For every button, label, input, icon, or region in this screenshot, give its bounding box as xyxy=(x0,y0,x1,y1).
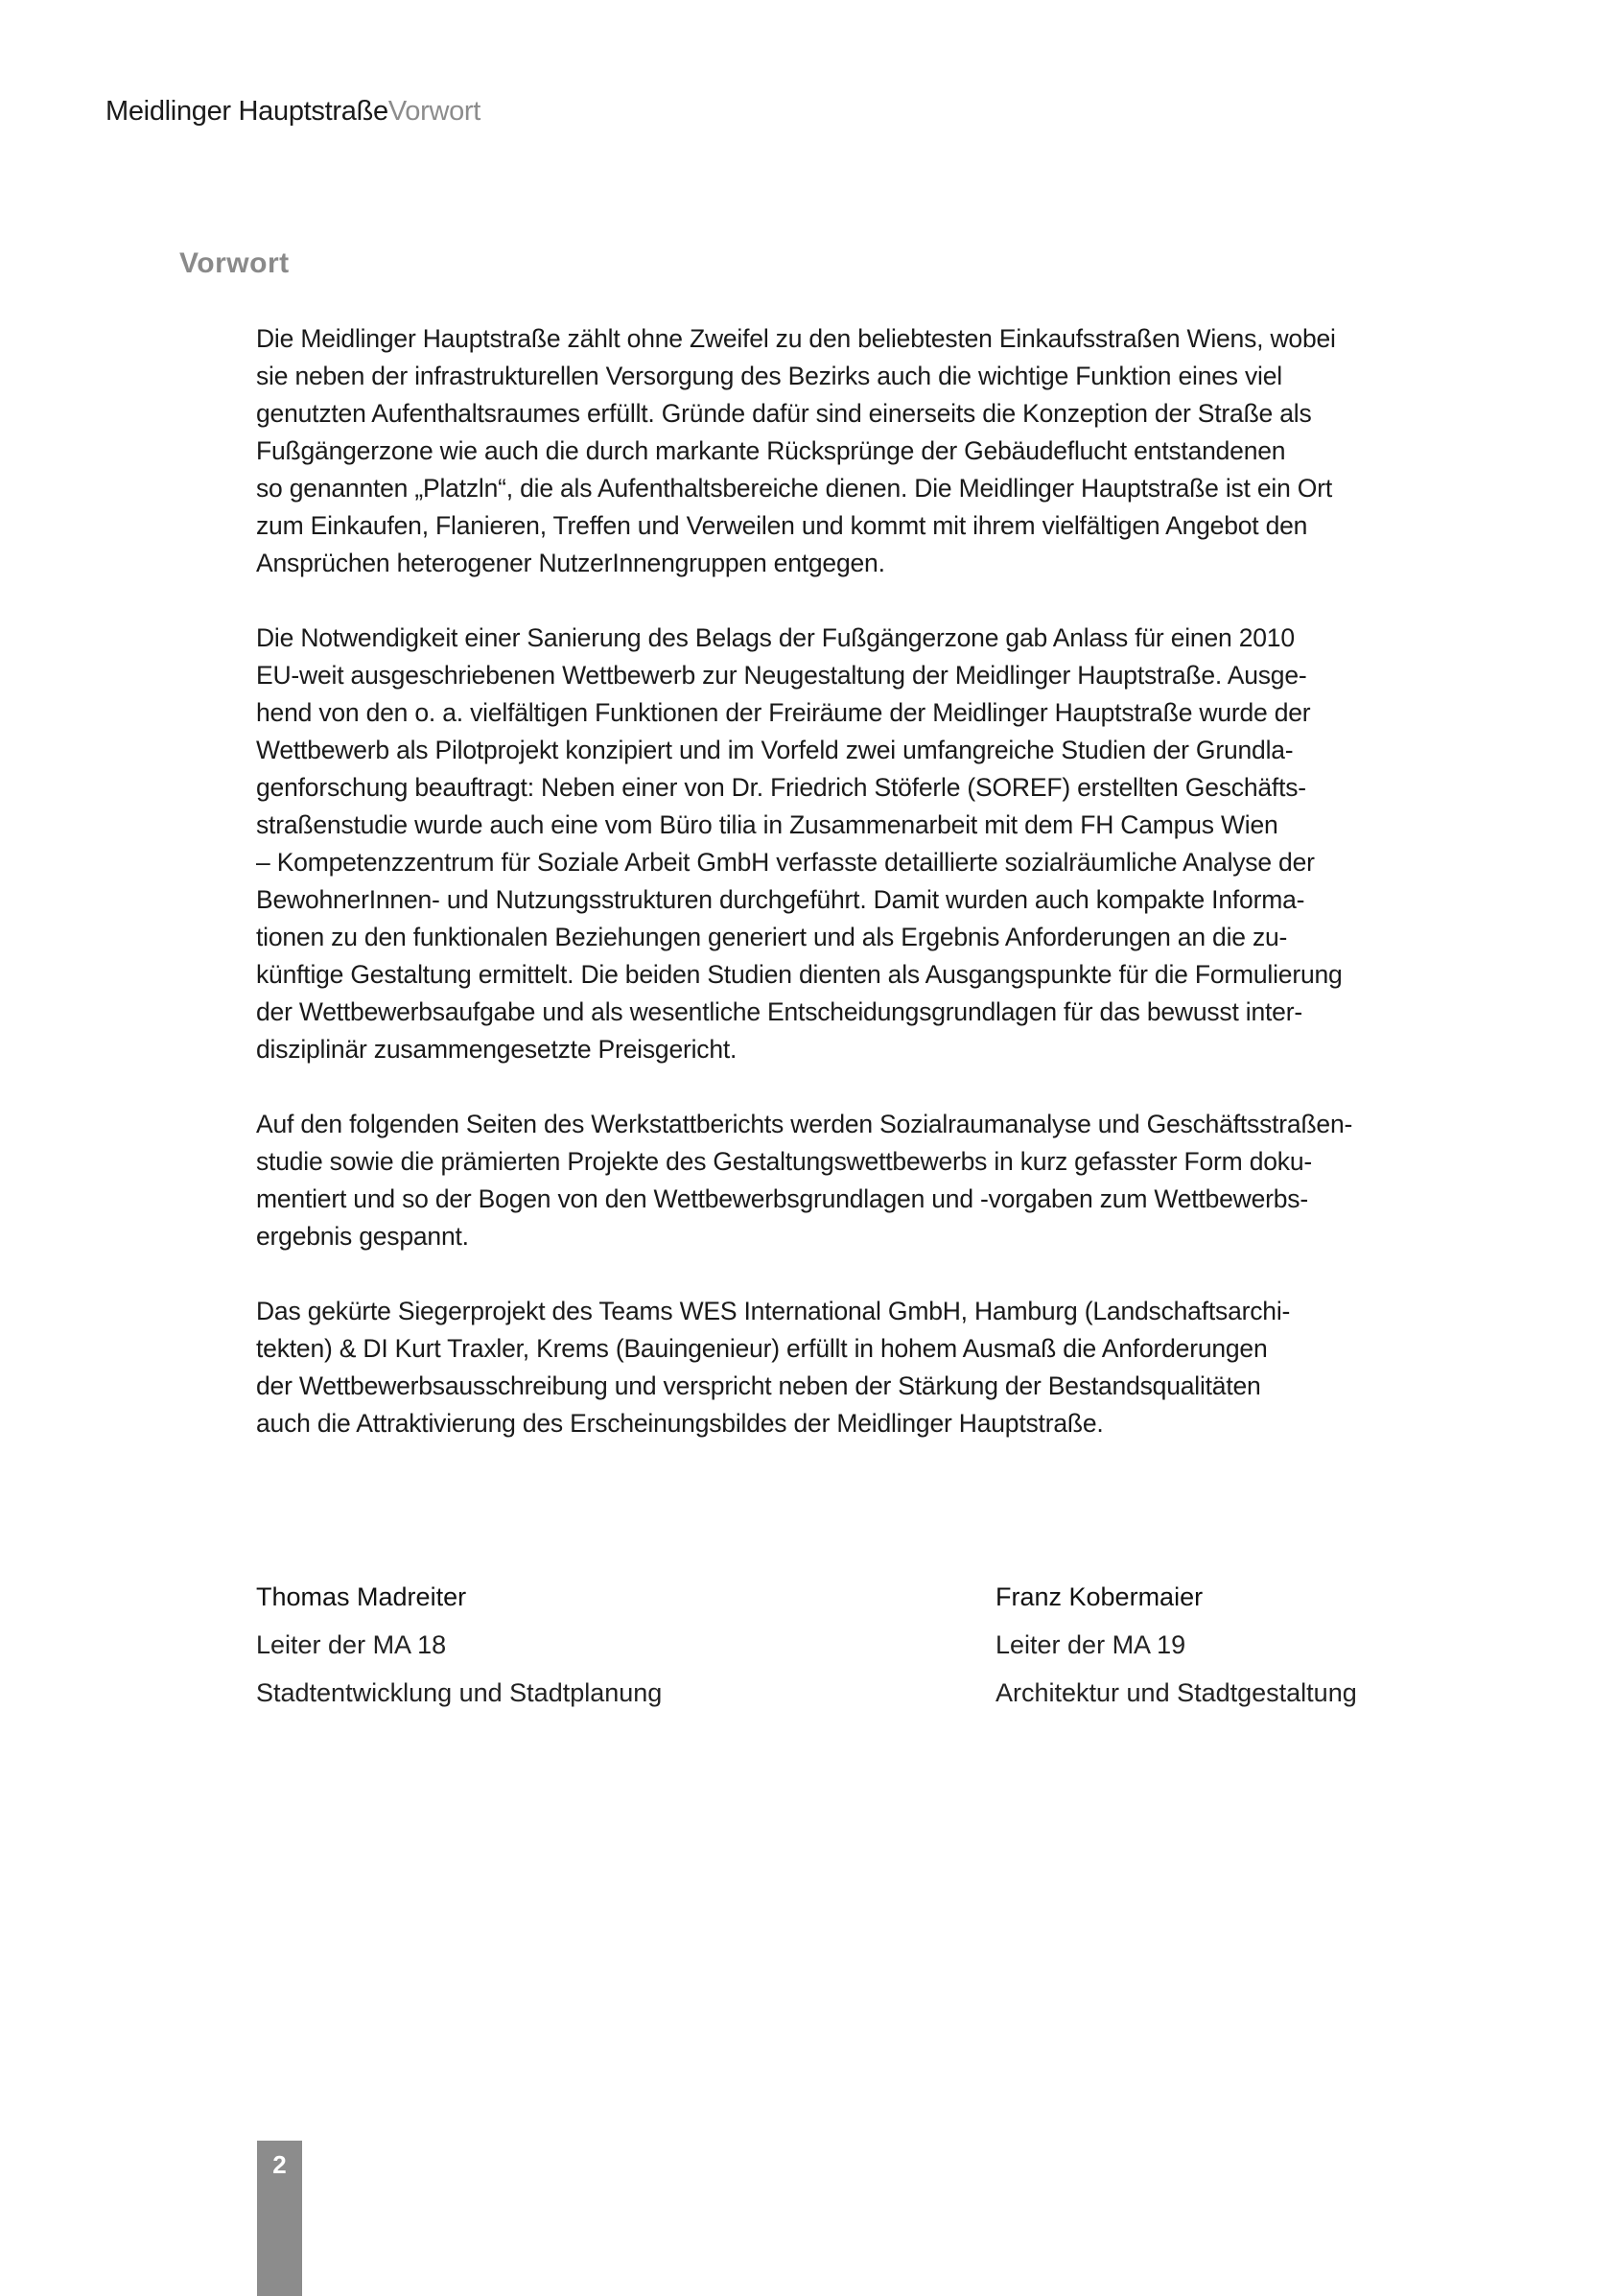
body-text xyxy=(256,320,1388,1480)
signatory-role: Leiter der MA 19 xyxy=(995,1630,1186,1659)
text-line: genutzten Aufenthaltsraumes erfüllt. Gründe dafür sind einerseits die Konzeption der Straße als xyxy=(256,399,1312,428)
text-line: Die Meidlinger Hauptstraße zählt ohne Zweifel zu den beliebtesten Einkaufsstraßen Wiens, wobei xyxy=(256,324,1336,353)
section-heading: Vorwort xyxy=(179,247,290,279)
text-line: – Kompetenzzentrum für Soziale Arbeit GmbH verfasste detaillierte sozialräumliche Analyse der xyxy=(256,848,1315,877)
running-header xyxy=(105,96,480,128)
text-line: Fußgängerzone wie auch die durch markante Rücksprünge der Gebäudeflucht entstandenen xyxy=(256,436,1286,465)
text-line: künftige Gestaltung ermittelt. Die beiden Studien dienten als Ausgangspunkte für die Formulierung xyxy=(256,960,1343,989)
text-line: Auf den folgenden Seiten des Werkstattberichts werden Sozialraumanalyse und Geschäftsstraßen- xyxy=(256,1110,1353,1138)
signatory-name: Thomas Madreiter xyxy=(256,1582,467,1611)
text-line: tekten) & DI Kurt Traxler, Krems (Bauingenieur) erfüllt in hohem Ausmaß die Anforderungen xyxy=(256,1334,1268,1363)
signatory-role: Leiter der MA 18 xyxy=(256,1630,447,1659)
text-line: Das gekürte Siegerprojekt des Teams WES International GmbH, Hamburg (Landschaftsarchi- xyxy=(256,1297,1291,1325)
signatory-name: Franz Kobermaier xyxy=(995,1582,1204,1611)
text-line: Die Notwendigkeit einer Sanierung des Belags der Fußgängerzone gab Anlass für einen 2010 xyxy=(256,623,1295,652)
section-title: Vorwort xyxy=(387,96,481,127)
text-line: ergebnis gespannt. xyxy=(256,1222,469,1251)
signature-block-left xyxy=(256,1573,662,1717)
signature-block-right xyxy=(995,1573,1357,1717)
text-line: Wettbewerb als Pilotprojekt konzipiert und im Vorfeld zwei umfangreiche Studien der Grundla- xyxy=(256,736,1294,764)
paragraph-3 xyxy=(256,1106,1388,1255)
text-line: straßenstudie wurde auch eine vom Büro tilia in Zusammenarbeit mit dem FH Campus Wien xyxy=(256,810,1278,839)
text-line: der Wettbewerbsausschreibung und verspricht neben der Stärkung der Bestandsqualitäten xyxy=(256,1371,1261,1400)
paragraph-4 xyxy=(256,1293,1388,1442)
page-number-tab xyxy=(257,2141,302,2296)
signatory-department: Architektur und Stadtgestaltung xyxy=(995,1678,1357,1707)
text-line: zum Einkaufen, Flanieren, Treffen und Verweilen und kommt mit ihrem vielfältigen Angebot den xyxy=(256,511,1308,540)
page-number: 2 xyxy=(272,2150,287,2179)
text-line: Ansprüchen heterogener NutzerInnengruppen entgegen. xyxy=(256,549,885,577)
text-line: disziplinär zusammengesetzte Preisgericht. xyxy=(256,1035,738,1064)
paragraph-2 xyxy=(256,620,1388,1068)
paragraph-1 xyxy=(256,320,1388,582)
text-line: BewohnerInnen- und Nutzungsstrukturen durchgeführt. Damit wurden auch kompakte Informa- xyxy=(256,885,1305,914)
text-line: tionen zu den funktionalen Beziehungen generiert und als Ergebnis Anforderungen an die zu- xyxy=(256,923,1288,951)
text-line: der Wettbewerbsaufgabe und als wesentliche Entscheidungsgrundlagen für das bewusst inter- xyxy=(256,997,1302,1026)
text-line: mentiert und so der Bogen von den Wettbewerbsgrundlagen und -vorgaben zum Wettbewerbs- xyxy=(256,1184,1308,1213)
text-line: auch die Attraktivierung des Erscheinungsbildes der Meidlinger Hauptstraße. xyxy=(256,1409,1104,1438)
document-title: Meidlinger Hauptstraße xyxy=(105,96,388,127)
text-line: so genannten „Platzln“, die als Aufenthaltsbereiche dienen. Die Meidlinger Hauptstraße ist ein Ort xyxy=(256,474,1333,503)
text-line: EU-weit ausgeschriebenen Wettbewerb zur Neugestaltung der Meidlinger Hauptstraße. Ausge- xyxy=(256,661,1307,690)
text-line: sie neben der infrastrukturellen Versorgung des Bezirks auch die wichtige Funktion eines viel xyxy=(256,362,1282,390)
text-line: studie sowie die prämierten Projekte des Gestaltungswettbewerbs in kurz gefasster Form doku- xyxy=(256,1147,1313,1176)
text-line: genforschung beauftragt: Neben einer von Dr. Friedrich Stöferle (SOREF) erstellten Geschäfts- xyxy=(256,773,1306,802)
signatory-department: Stadtentwicklung und Stadtplanung xyxy=(256,1678,663,1707)
text-line: hend von den o. a. vielfältigen Funktionen der Freiräume der Meidlinger Hauptstraße wurde der xyxy=(256,698,1311,727)
